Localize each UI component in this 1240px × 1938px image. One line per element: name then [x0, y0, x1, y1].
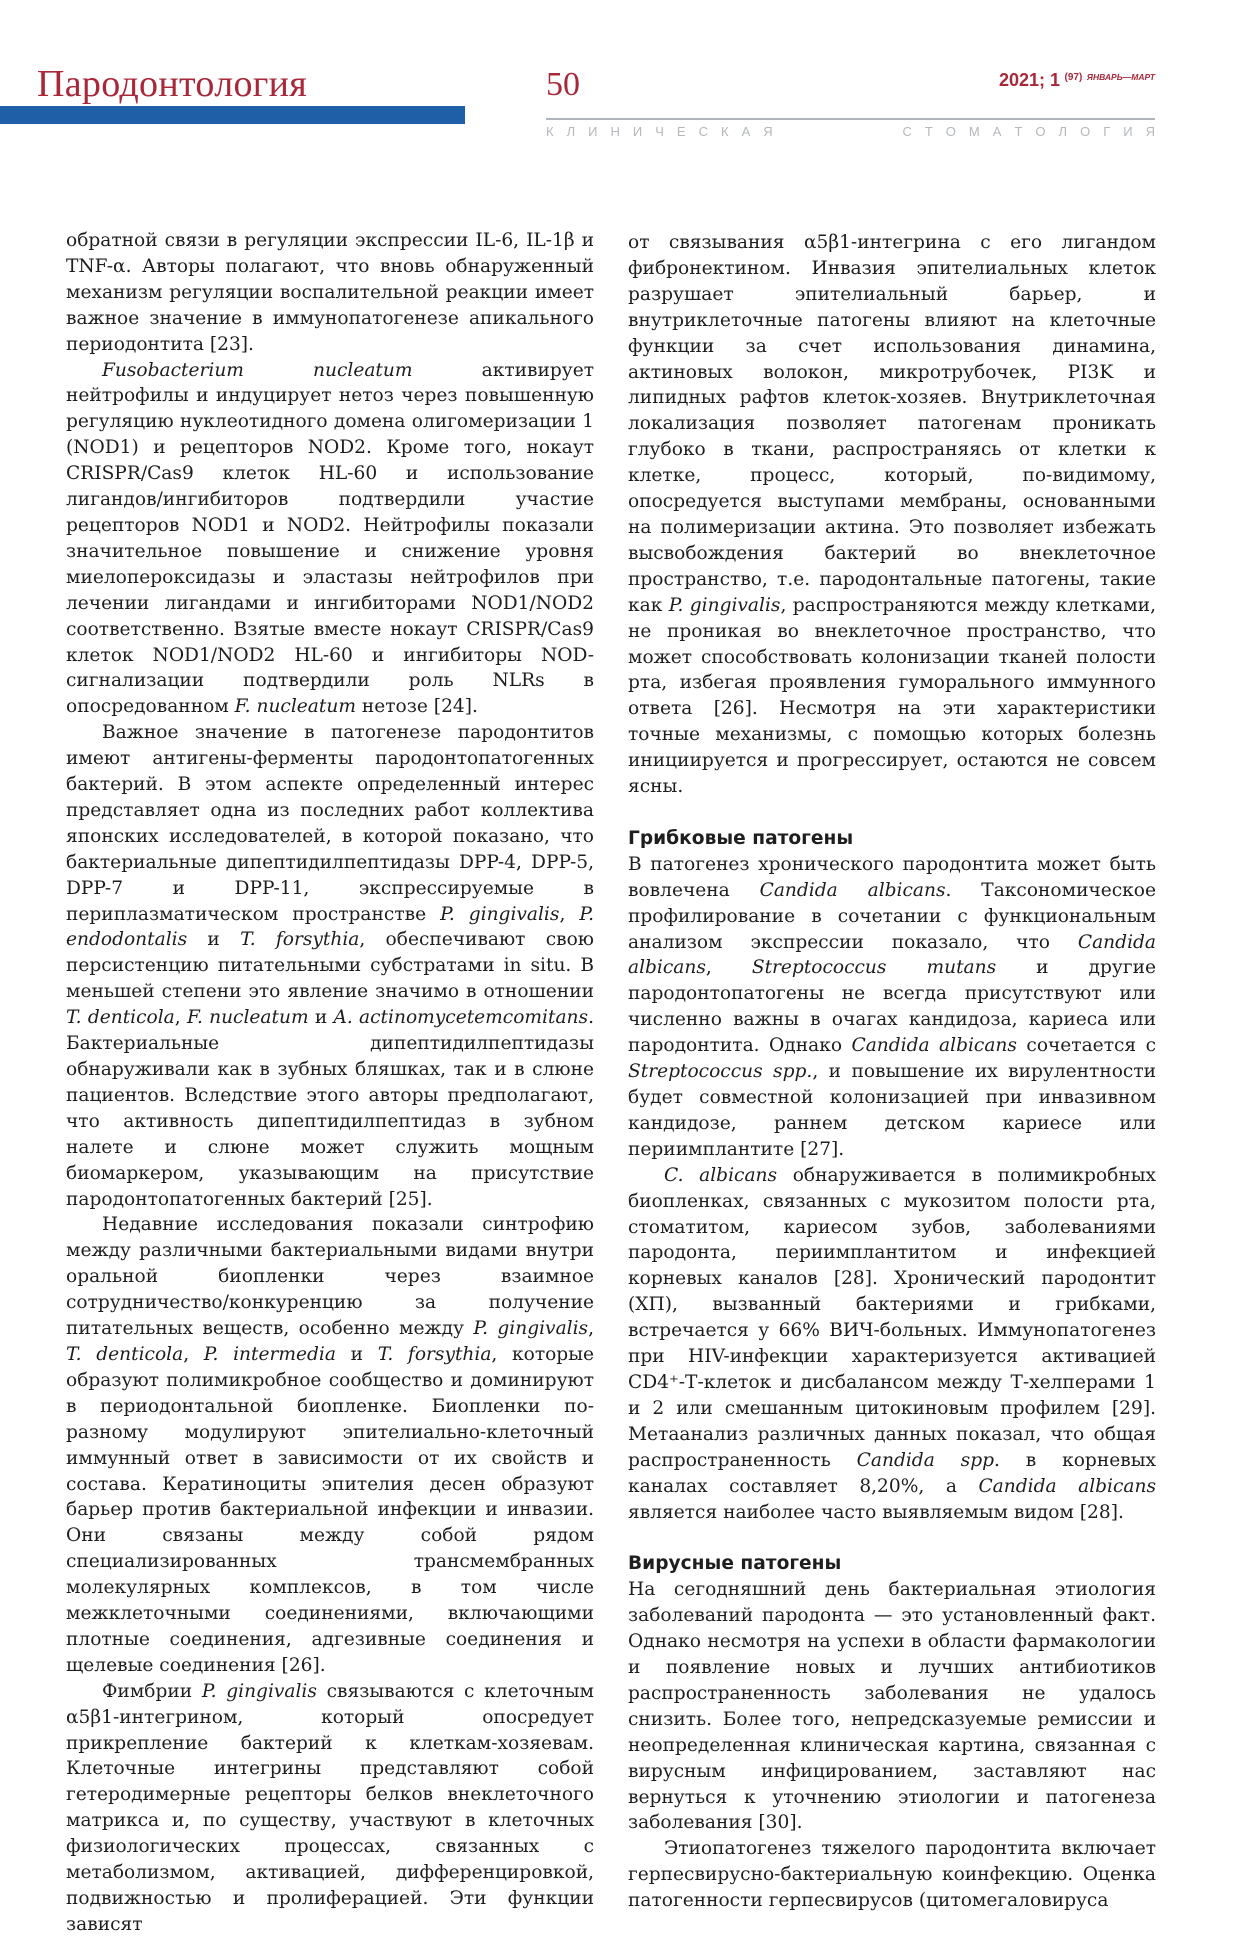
viral-heading: Вирусные патогены [628, 1553, 842, 1575]
section-color-bar [0, 106, 465, 124]
page-number: 50 [546, 66, 580, 103]
issue-months: ЯНВАРЬ—МАРТ [1086, 72, 1155, 82]
italic-term: Fusobacterium nucleatum [102, 359, 413, 381]
text-run: , [559, 903, 580, 925]
italic-term: P. endodontalis [66, 903, 595, 951]
paragraph [66, 358, 594, 721]
issue-number: (97) [1064, 72, 1083, 83]
text-run: На сегодняшний день бактериальная этиология заболеваний пародонта — это установленный факт. Однако несмотря на успехи в области фармакологии и появление новых и лучших антибиотиков распространенность заболевания не удалось снизить. Более того, непредсказуемые ремиссии и неопределенная клиническая картина, связанная с вирусным инфицированием, заставляют нас вернуться к уточнению этиологии и патогенеза заболевания [30]. [628, 1579, 1156, 1834]
text-run: , распространяются между клетками, не проникая во внеклеточное пространство, что может способствовать колонизации тканей полости рта, избегая проявления гуморального иммунного ответа [26]. Несмотря на эти характеристики точные механизмы, с помощью которых болезнь инициируется и прогрессирует, остаются не совсем ясны. [628, 594, 1156, 798]
text-run: Важное значение в патогенезе пародонтитов имеют антигены-ферменты пародонтопатогенных бактерий. В этом аспекте определенный интерес представляет одна из последних работ коллектива японских исследователей, в которой показано, что бактериальные дипептидилпептидазы DPP-4, DPP-5, DPP-7 и DPP-11, экспрессируемые в периплазматическом пространстве [66, 722, 594, 925]
text-run: и [308, 1007, 334, 1029]
italic-term: P. gingivalis [201, 1680, 317, 1702]
italic-term: T. forsythia [240, 929, 360, 951]
text-run: от связывания α5β1-интегрина с его лигандом фибронектином. Инвазия эпителиальных клеток разрушает эпителиальный барьер, и внутриклеточные патогены влияют на клеточные функции за счет использования динамина, актиновых волокон, микротрубочек, PI3K и липидных рафтов клеток-хозяев. Внутриклеточная локализация позволяет патогенам проникать глубоко в ткани, распространяясь от клетки к клетке, процесс, который, по-видимому, опосредуется выступами мембраны, основанными на полимеризации актина. Это позволяет избежать высвобождения бактерий во внеклеточное пространство, т.е. пародонтальные патогены, такие как [628, 232, 1156, 616]
italic-term: Streptococcus mutans [751, 957, 997, 979]
text-run: связываются с клеточным α5β1-интегрином, который опосредует прикрепление бактерий к клеткам-хозяевам. Клеточные интегрины представляют собой гетеродимерные рецепторы белков внеклеточного матрикса и, по существу, участвуют в клеточных физиологических процессах, связанных с метаболизмом, активацией, дифференцировкой, подвижностью и пролиферацией. Эти функции зависят [66, 1680, 594, 1935]
fungal-section-body [628, 852, 1156, 1526]
text-run: , которые образуют полимикробное сообщество и доминируют в периодонтальной биопленке. Биопленки по-разному модулируют эпителиально-клеточный иммунный ответ в зависимости от их свойств и состава. Кератиноциты эпителия десен образуют барьер против бактериальной инфекции и инвазии. Они связаны между собой рядом специализированных трансмембранных молекулярных комплексов, в том числе межклеточными соединениями, включающими плотные соединения, адгезивные соединения и щелевые соединения [26]. [66, 1343, 594, 1676]
journal-name [546, 124, 1155, 139]
text-run: , [174, 1007, 187, 1029]
journal-letters-1: К Л И Н И Ч Е С К А Я [546, 124, 773, 139]
right-column [628, 230, 1156, 1914]
text-run: , [705, 957, 752, 979]
text-run: активирует нейтрофилы и индуцирует нетоз через повышенную регуляцию нуклеотидного домена олигомеризации 1 (NOD1) и рецепторов NOD2. Кроме того, нокаут CRISPR/Cas9 клеток HL-60 и использование лигандов/ингибиторов подтвердили участие рецепторов NOD1 и NOD2. Нейтрофилы показали значительное повышение и снижение уровня миелопероксидазы и эластазы нейтрофилов при лечении лигандами и ингибиторами NOD1/NOD2 соответственно. Взятые вместе нокаут CRISPR/Cas9 клеток NOD1/NOD2 HL-60 и ингибиторы NOD-сигнализации подтвердили роль NLRs в опосредованном [66, 359, 594, 718]
text-run: и [187, 929, 241, 951]
left-column [66, 228, 594, 1938]
text-run: Фимбрии [102, 1680, 202, 1702]
text-run: В патогенез хронического пародонтита может быть вовлечена [628, 853, 1156, 901]
text-run: Этиопатогенез тяжелого пародонтита включает герпесвирусно-бактериальную коинфекцию. Оценка патогенности герпесвирусов (цитомегаловируса [628, 1838, 1156, 1912]
text-run: нетозе [24]. [355, 696, 478, 718]
text-run: в корневых каналах составляет 8,20%, а [628, 1449, 1156, 1497]
text-run: и другие пародонтопатогены не всегда присутствуют или численно важны в очагах кандидоза, кариеса или пародонтита. Однако [628, 957, 1156, 1057]
italic-term: Candida albicans [978, 1475, 1157, 1497]
text-run: , [588, 1318, 595, 1340]
paragraph [628, 1163, 1156, 1526]
text-run: . Бактериальные дипептидилпептидазы обнаруживали как в зубных бляшках, так и в слюне пациентов. Вследствие этого авторы предполагают, что активность дипептидилпептидаз в зубном налете и слюне может служить мощным биомаркером, указывающим на присутствие пародонтопатогенных бактерий [25]. [66, 1007, 594, 1210]
italic-term: P. gingivalis [668, 594, 781, 616]
section-title: Пародонтология [37, 63, 308, 105]
right-column-top [628, 230, 1156, 800]
italic-term: Candida albicans [628, 931, 1156, 979]
italic-term: Candida albicans [759, 879, 946, 901]
text-run: является наиболее часто выявляемым видом [28]. [628, 1501, 1124, 1523]
issue-info [999, 70, 1155, 91]
italic-term: F. nucleatum [186, 1007, 309, 1029]
italic-term: T. denticola [66, 1343, 184, 1365]
italic-term: P. gingivalis [440, 903, 560, 925]
text-run: , [183, 1343, 204, 1365]
paragraph [628, 1836, 1156, 1914]
text-run: сочетается с [1016, 1035, 1156, 1057]
text-run: , и повышение их вирулентности будет совместной колонизацией при инвазивном кандидозе, раннем детском кариесе или периимплантите [27]. [628, 1061, 1156, 1160]
text-run: Недавние исследования показали синтрофию между различными бактериальными видами внутри оральной биопленки через взаимное сотрудничество/конкуренцию за получение питательных веществ, особенно между [66, 1214, 594, 1340]
text-run: , обеспечивают свою персистенцию питательными субстратами in situ. В меньшей степени это явление значимо в отношении [66, 929, 594, 1003]
journal-letters-2: С Т О М А Т О Л О Г И Я [902, 124, 1155, 139]
italic-term: P. intermedia [203, 1343, 336, 1365]
italic-term: Candida spp. [856, 1449, 1000, 1471]
italic-term: T. forsythia [377, 1343, 492, 1365]
text-run: и [335, 1343, 378, 1365]
text-run: обратной связи в регуляции экспрессии IL-6, IL-1β и TNF-α. Авторы полагают, что вновь обнаруженный механизм регуляции воспалительной реакции имеет важное значение в иммунопатогенезе апикального периодонтита [23]. [66, 230, 594, 355]
italic-term: Streptococcus spp. [628, 1061, 813, 1083]
text-run: обнаруживается в полимикробных биопленках, связанных с мукозитом полости рта, стоматитом, кариесом зубов, заболеваниями пародонта, периимплантитом и инфекцией корневых каналов [28]. Хронический пародонтит (ХП), вызванный бактериями и грибками, встречается у 66% ВИЧ-больных. Иммунопатогенез при HIV-инфекции характеризуется активацией CD4⁺-Т-клеток и дисбалансом между Т-хелперами 1 и 2 или смешанным цитокиновым профилем [29]. Метаанализ различных данных показал, что общая распространенность [628, 1164, 1156, 1471]
header-rule [546, 118, 1155, 120]
paragraph [628, 1577, 1156, 1836]
italic-term: Candida albicans [851, 1035, 1017, 1057]
paragraph [66, 228, 594, 358]
paragraph [66, 1212, 594, 1678]
paragraph [66, 720, 594, 1212]
italic-term: P. gingivalis [473, 1318, 589, 1340]
paragraph [628, 230, 1156, 800]
italic-term: F. nucleatum [234, 696, 356, 718]
fungal-heading: Грибковые патогены [628, 827, 854, 849]
paragraph [628, 852, 1156, 1163]
text-run: . Таксономическое профилирование в сочетании с функциональным анализом экспрессии показало, что [628, 879, 1156, 953]
paragraph [66, 1679, 594, 1938]
viral-section-body [628, 1577, 1156, 1914]
italic-term: C. albicans [664, 1164, 778, 1186]
italic-term: T. denticola [66, 1007, 175, 1029]
issue-year: 2021; 1 [999, 70, 1061, 90]
italic-term: A. actinomycetemcomitans [333, 1007, 589, 1029]
